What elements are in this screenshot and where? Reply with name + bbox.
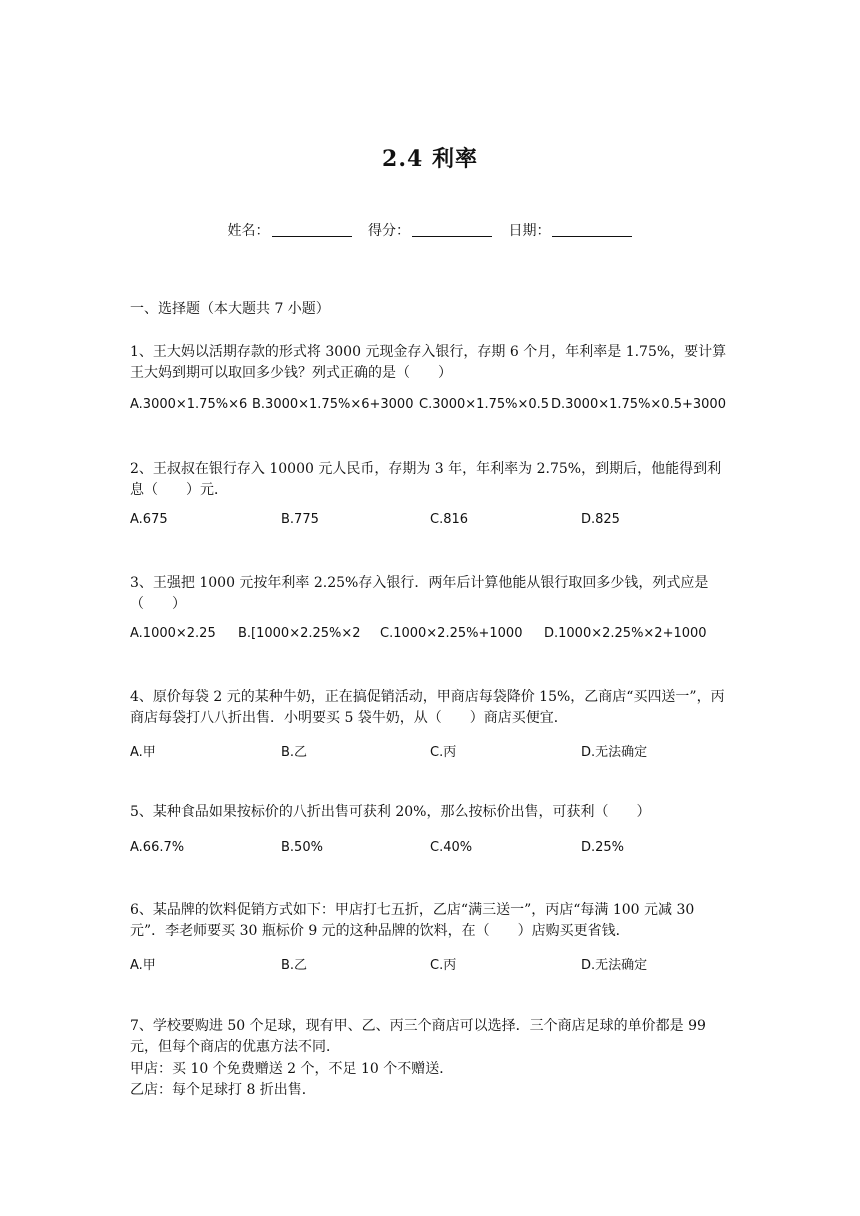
- option-d: D.25%: [581, 840, 625, 855]
- option-c: C.3000×1.75%×0.5: [419, 397, 550, 412]
- score-blank: [412, 222, 492, 237]
- question-1: 1、王大妈以活期存款的形式将 3000 元现金存入银行，存期 6 个月，年利率是 1.75%，要计算王大妈到期可以取回多少钱？列式正确的是（ ）: [130, 344, 727, 381]
- question-3: 3、王强把 1000 元按年利率 2.25%存入银行．两年后计算他能从银行取回多少钱，列式应是（ ）: [130, 575, 709, 612]
- option-d: D.无法确定: [581, 958, 648, 973]
- option-b: B.乙: [281, 745, 308, 760]
- option-a: A.甲: [130, 745, 156, 760]
- score-field: [368, 220, 492, 240]
- page-title: 2.4 利率: [382, 146, 478, 172]
- student-info-row: [0, 220, 860, 240]
- option-a: A.3000×1.75%×6: [130, 397, 248, 412]
- question-6: 6、某品牌的饮料促销方式如下：甲店打七五折，乙店“满三送一”，丙店“每满 100 元减 30 元”．李老师要买 30 瓶标价 9 元的这种品牌的饮料，在（ ）店购买更省钱．: [130, 902, 695, 939]
- question-5: 5、某种食品如果按标价的八折出售可获利 20%，那么按标价出售，可获利（ ）: [130, 804, 651, 820]
- date-field: [508, 220, 632, 240]
- question-2: 2、王叔叔在银行存入 10000 元人民币，存期为 3 年，年利率为 2.75%，到期后，他能得到利息（ ）元．: [130, 461, 722, 498]
- question-4-options: [130, 741, 750, 761]
- option-b: B.775: [281, 512, 319, 527]
- option-b: B.[1000×2.25%×2: [238, 626, 361, 641]
- option-c: C.丙: [430, 958, 457, 973]
- question-4: 4、原价每袋 2 元的某种牛奶，正在搞促销活动，甲商店每袋降价 15%，乙商店“买四送一”，丙商店每袋打八八折出售．小明要买 5 袋牛奶，从（ ）商店买便宜．: [130, 689, 725, 726]
- option-b: B.3000×1.75%×6+3000: [252, 397, 414, 412]
- question-2-options: [130, 512, 750, 532]
- section-heading: 一、选择题（本大题共 7 小题）: [130, 301, 330, 317]
- option-d: D.1000×2.25%×2+1000: [544, 626, 707, 641]
- date-blank: [552, 222, 632, 237]
- question-7-line-2: 乙店：每个足球打 8 折出售．: [130, 1082, 316, 1098]
- option-d: D.3000×1.75%×0.5+3000: [551, 397, 726, 412]
- score-label: 得分：: [368, 223, 410, 239]
- question-6-options: [130, 954, 750, 974]
- option-b: B.50%: [281, 840, 323, 855]
- question-3-options: [130, 626, 750, 646]
- option-a: A.675: [130, 512, 168, 527]
- option-a: A.66.7%: [130, 840, 185, 855]
- date-label: 日期：: [508, 223, 551, 239]
- option-d: D.无法确定: [581, 745, 648, 760]
- option-c: C.1000×2.25%+1000: [380, 626, 523, 641]
- option-b: B.乙: [281, 958, 308, 973]
- name-field: [228, 220, 352, 240]
- name-blank: [272, 222, 352, 237]
- option-a: A.1000×2.25: [130, 626, 216, 641]
- option-c: C.丙: [430, 745, 457, 760]
- option-a: A.甲: [130, 958, 156, 973]
- question-7-line-1: 甲店：买 10 个免费赠送 2 个，不足 10 个不赠送．: [130, 1061, 454, 1077]
- option-c: C.40%: [430, 840, 473, 855]
- question-1-options: [130, 397, 750, 417]
- option-d: D.825: [581, 512, 620, 527]
- question-5-options: [130, 840, 750, 860]
- name-label: 姓名：: [227, 223, 270, 239]
- option-c: C.816: [430, 512, 469, 527]
- question-7: 7、学校要购进 50 个足球，现有甲、乙、丙三个商店可以选择．三个商店足球的单价都是 99 元，但每个商店的优惠方法不同．: [130, 1018, 706, 1055]
